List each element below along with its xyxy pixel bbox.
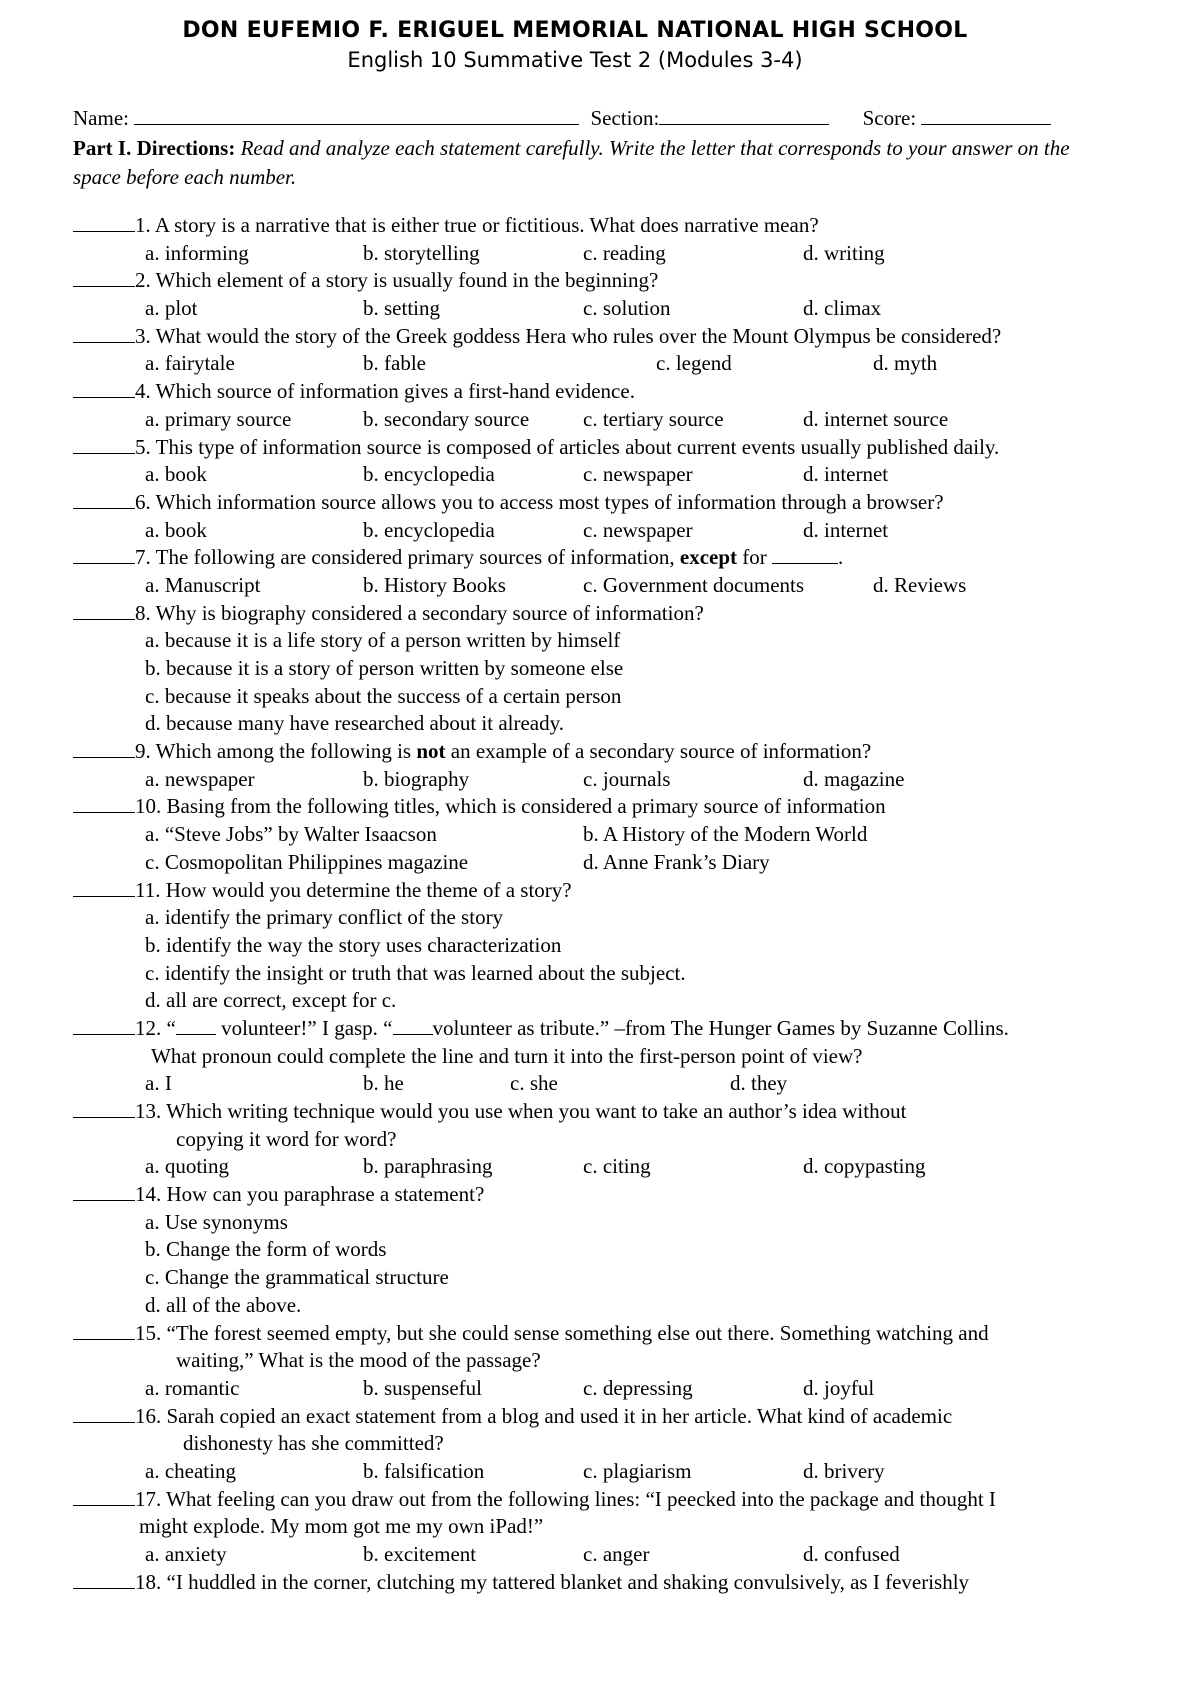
question-text-end: an example of a secondary source of information? xyxy=(450,739,872,764)
choice-c: c. legend xyxy=(656,351,732,376)
choice-a: a. “Steve Jobs” by Walter Isaacson xyxy=(145,822,437,847)
question-text: 14. How can you paraphrase a statement? xyxy=(135,1182,485,1207)
answer-blank[interactable] xyxy=(73,601,135,620)
score-field[interactable] xyxy=(921,106,1051,125)
choice-a: a. book xyxy=(145,517,207,542)
question-3 xyxy=(73,323,1153,378)
question-text: 8. Why is biography considered a secondary source of information? xyxy=(135,600,704,625)
question-text-end: for xyxy=(742,545,767,570)
choice-d: d. brivery xyxy=(803,1458,885,1483)
choice-a: a. book xyxy=(145,462,207,487)
choice-c: c. Government documents xyxy=(583,572,805,597)
choice-d: d. joyful xyxy=(803,1375,875,1400)
question-text: 3. What would the story of the Greek goddess Hera who rules over the Mount Olympus be considered? xyxy=(135,323,1002,348)
choice-d: d. all are correct, except for c. xyxy=(145,988,397,1013)
question-16 xyxy=(73,1403,1153,1486)
question-text: 16. Sarah copied an exact statement from a blog and used it in her article. What kind of academic xyxy=(135,1403,953,1428)
score-label: Score: xyxy=(862,106,917,130)
choice-a: a. I xyxy=(145,1071,172,1096)
answer-blank[interactable] xyxy=(73,213,135,232)
question-text-2: What pronoun could complete the line and turn it into the first-person point of view? xyxy=(151,1043,863,1068)
question-text: 4. Which source of information gives a first-hand evidence. xyxy=(135,379,635,404)
choice-b: b. paraphrasing xyxy=(363,1154,493,1179)
choice-d: d. they xyxy=(730,1071,788,1096)
question-text: 17. What feeling can you draw out from the following lines: “I peecked into the package and thought I xyxy=(135,1486,996,1511)
choice-b: b. secondary source xyxy=(363,406,530,431)
choice-b: b. storytelling xyxy=(363,240,480,265)
question-12 xyxy=(73,1015,1153,1098)
question-1 xyxy=(73,212,1153,267)
choice-c: c. citing xyxy=(583,1154,651,1179)
choice-d: d. all of the above. xyxy=(145,1292,302,1317)
choice-a: a. because it is a life story of a person written by himself xyxy=(145,628,621,653)
question-text-2: waiting,” What is the mood of the passage? xyxy=(176,1348,541,1373)
school-name: DON EUFEMIO F. ERIGUEL MEMORIAL NATIONAL HIGH SCHOOL xyxy=(182,18,968,43)
answer-blank[interactable] xyxy=(73,878,135,897)
choice-d: d. Reviews xyxy=(873,572,967,597)
choice-c: c. solution xyxy=(583,296,671,321)
question-text-end: volunteer as tribute.” –from The Hunger Games by Suzanne Collins. xyxy=(432,1015,1009,1040)
choice-d: d. internet xyxy=(803,517,889,542)
choice-a: a. cheating xyxy=(145,1458,236,1483)
directions xyxy=(73,134,1113,192)
question-text-mid: volunteer!” I gasp. “ xyxy=(215,1015,393,1040)
answer-blank[interactable] xyxy=(73,490,135,509)
choice-b: b. encyclopedia xyxy=(363,517,495,542)
fill-blank xyxy=(393,1016,433,1035)
choice-b: b. Change the form of words xyxy=(145,1237,387,1262)
question-text: 10. Basing from the following titles, which is considered a primary source of information xyxy=(135,794,886,819)
question-8 xyxy=(73,600,1153,738)
choice-b: b. identify the way the story uses characterization xyxy=(145,932,562,957)
choice-b: b. A History of the Modern World xyxy=(583,822,868,847)
student-info-line xyxy=(73,106,1113,131)
answer-blank[interactable] xyxy=(73,1182,135,1201)
choice-b: b. encyclopedia xyxy=(363,462,495,487)
name-field[interactable] xyxy=(134,106,579,125)
answer-blank[interactable] xyxy=(73,1099,135,1118)
choice-d: d. myth xyxy=(873,351,938,376)
choice-a: a. primary source xyxy=(145,406,292,431)
question-text: 9. Which among the following is xyxy=(135,739,412,764)
answer-blank[interactable] xyxy=(73,324,135,343)
choice-a: a. informing xyxy=(145,240,249,265)
question-text-2: copying it word for word? xyxy=(176,1126,397,1151)
answer-blank[interactable] xyxy=(73,545,135,564)
choice-b: b. History Books xyxy=(363,572,506,597)
choice-c: c. journals xyxy=(583,766,671,791)
choice-b: b. suspenseful xyxy=(363,1375,482,1400)
fill-blank xyxy=(772,545,838,564)
question-text: 5. This type of information source is composed of articles about current events usually published daily. xyxy=(135,434,1000,459)
question-text: 15. “The forest seemed empty, but she could sense something else out there. Something watching and xyxy=(135,1320,989,1345)
choice-a: a. plot xyxy=(145,296,198,321)
choice-c: c. Change the grammatical structure xyxy=(145,1265,449,1290)
choice-d: d. because many have researched about it already. xyxy=(145,711,565,736)
choice-b: b. setting xyxy=(363,296,440,321)
choice-d: d. climax xyxy=(803,296,882,321)
choice-d: d. internet source xyxy=(803,406,949,431)
question-text-2: dishonesty has she committed? xyxy=(183,1431,444,1456)
choice-c: c. depressing xyxy=(583,1375,693,1400)
choice-c: c. newspaper xyxy=(583,517,693,542)
question-text-2: might explode. My mom got me my own iPad!” xyxy=(139,1514,544,1539)
choice-d: d. confused xyxy=(803,1542,900,1566)
question-text: 18. “I huddled in the corner, clutching my tattered blanket and shaking convulsively, as I feverishly xyxy=(135,1569,970,1594)
choice-b: b. excitement xyxy=(363,1542,477,1566)
section-field[interactable] xyxy=(659,106,829,125)
answer-blank[interactable] xyxy=(73,379,135,398)
question-14 xyxy=(73,1181,1153,1319)
choice-a: a. fairytale xyxy=(145,351,235,376)
fill-blank xyxy=(176,1016,216,1035)
choice-b: b. because it is a story of person written by someone else xyxy=(145,656,624,680)
choice-c: c. tertiary source xyxy=(583,406,724,431)
choice-d: d. Anne Frank’s Diary xyxy=(583,849,770,874)
question-9 xyxy=(73,738,1153,793)
choice-a: a. Use synonyms xyxy=(145,1209,288,1234)
answer-blank[interactable] xyxy=(73,1016,135,1035)
choice-d: d. magazine xyxy=(803,766,905,791)
question-15 xyxy=(73,1320,1153,1403)
choice-c: c. identify the insight or truth that was learned about the subject. xyxy=(145,960,686,985)
question-17 xyxy=(73,1486,1153,1569)
question-11 xyxy=(73,877,1153,1015)
directions-text: Read and analyze each statement carefully. Write the letter that corresponds to your answer on the space before each number. xyxy=(73,136,1070,189)
choice-d: d. writing xyxy=(803,240,885,265)
choice-c: c. plagiarism xyxy=(583,1458,692,1483)
question-text: 11. How would you determine the theme of a story? xyxy=(135,877,572,902)
question-13 xyxy=(73,1098,1153,1181)
question-text: 6. Which information source allows you to access most types of information through a browser? xyxy=(135,489,944,514)
choice-a: a. Manuscript xyxy=(145,572,261,597)
question-text: 13. Which writing technique would you use when you want to take an author’s idea without xyxy=(135,1099,907,1123)
directions-label: Part I. Directions: xyxy=(73,136,236,160)
choice-a: a. romantic xyxy=(145,1375,240,1400)
choice-d: d. copypasting xyxy=(803,1154,926,1179)
answer-blank[interactable] xyxy=(73,435,135,454)
choice-a: a. identify the primary conflict of the story xyxy=(145,905,504,930)
choice-c: c. reading xyxy=(583,240,666,265)
answer-blank[interactable] xyxy=(73,794,135,813)
question-emphasis: except xyxy=(679,545,738,570)
answer-blank[interactable] xyxy=(73,1321,135,1340)
question-list xyxy=(73,212,1153,1596)
section-label: Section: xyxy=(590,106,660,130)
question-text: 12. “ xyxy=(135,1015,176,1040)
choice-b: b. fable xyxy=(363,351,426,376)
choice-d: d. internet xyxy=(803,462,889,487)
choice-b: b. he xyxy=(363,1071,404,1096)
choice-c: c. because it speaks about the success of a certain person xyxy=(145,683,622,708)
choice-a: a. newspaper xyxy=(145,766,255,791)
question-text: 2. Which element of a story is usually found in the beginning? xyxy=(135,268,659,293)
choice-c: c. she xyxy=(510,1071,558,1096)
question-text: 1. A story is a narrative that is either true or fictitious. What does narrative mean? xyxy=(135,213,819,237)
answer-blank[interactable] xyxy=(73,1570,135,1589)
question-18 xyxy=(73,1569,1153,1597)
question-4 xyxy=(73,378,1153,433)
choice-b: b. falsification xyxy=(363,1458,485,1483)
name-label: Name: xyxy=(73,106,129,130)
test-title: English 10 Summative Test 2 (Modules 3-4) xyxy=(347,48,803,72)
question-text: 7. The following are considered primary sources of information, xyxy=(135,545,675,570)
question-emphasis: not xyxy=(416,739,446,764)
choice-a: a. quoting xyxy=(145,1154,229,1179)
question-7: 7. The following are considered primary sources of information, except for . a. Manuscript b. History Books c. Government documents d. Reviews xyxy=(73,544,1153,599)
question-5 xyxy=(73,434,1153,489)
question-2 xyxy=(73,267,1153,322)
choice-a: a. anxiety xyxy=(145,1542,227,1566)
choice-c: c. anger xyxy=(583,1542,650,1566)
choice-c: c. newspaper xyxy=(583,462,693,487)
choice-c: c. Cosmopolitan Philippines magazine xyxy=(145,849,469,874)
question-10 xyxy=(73,793,1153,876)
answer-blank[interactable] xyxy=(73,1487,135,1506)
answer-blank[interactable] xyxy=(73,268,135,287)
choice-b: b. biography xyxy=(363,766,470,791)
answer-blank[interactable] xyxy=(73,739,135,758)
question-6 xyxy=(73,489,1153,544)
answer-blank[interactable] xyxy=(73,1404,135,1423)
